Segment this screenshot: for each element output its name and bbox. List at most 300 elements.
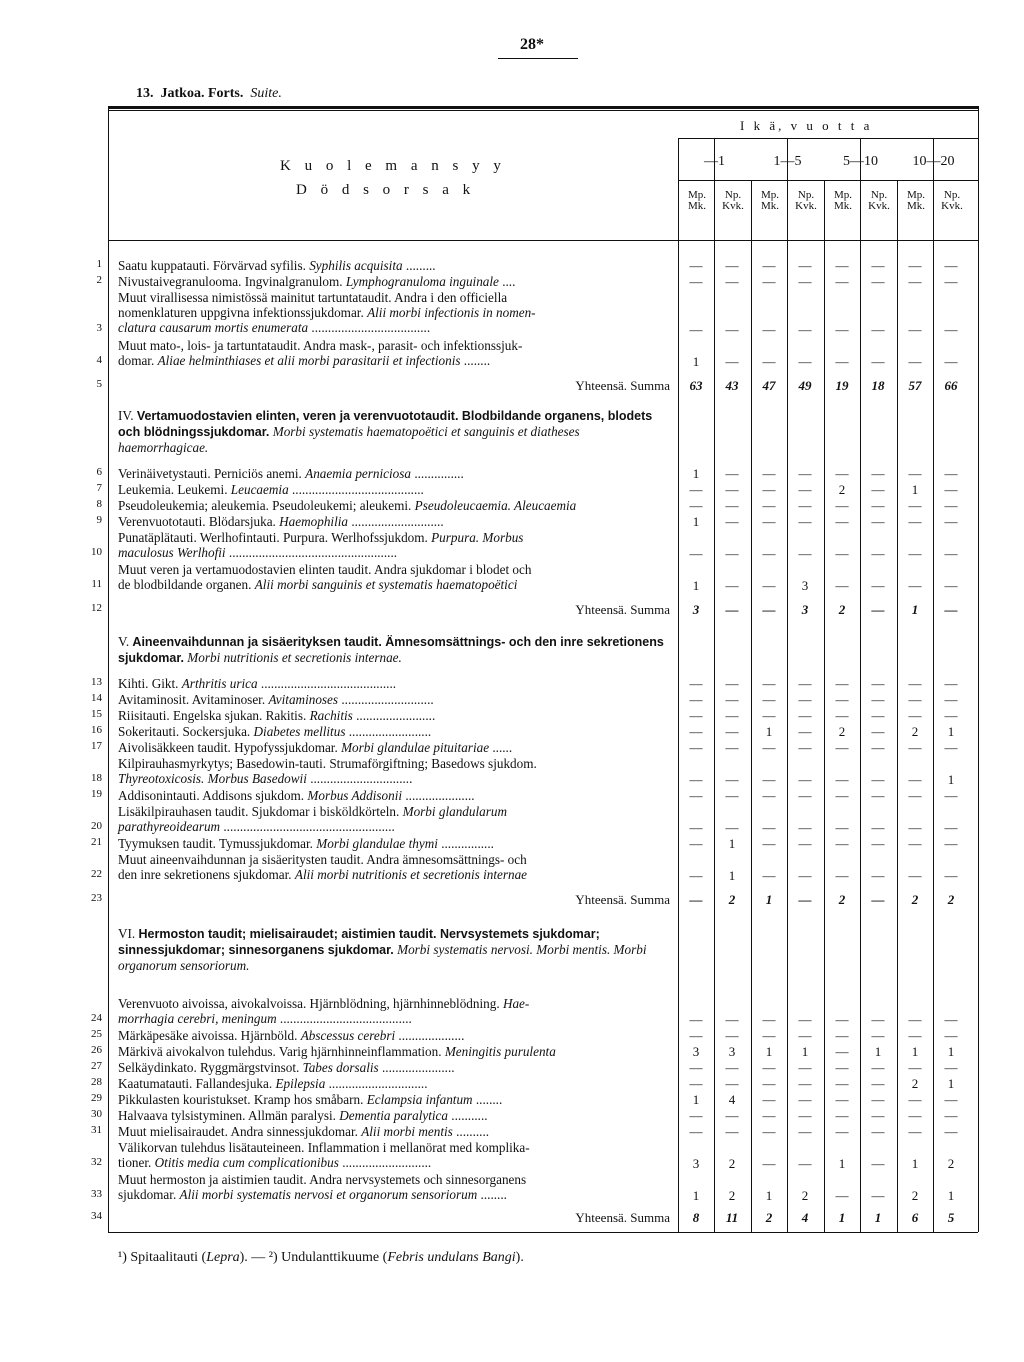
cell-1-7: — — [944, 258, 958, 273]
cell-29-1: 4 — [728, 1092, 736, 1107]
row-description-14: Avitaminosit. Avitaminoser. Avitaminoses ............................ — [118, 692, 434, 707]
continuation-fr: Suite. — [250, 86, 282, 101]
cell-9-4: — — [835, 514, 849, 529]
cell-3-0: — — [689, 322, 703, 337]
cell-11-7: — — [944, 578, 958, 593]
cell-13-1: — — [725, 676, 739, 691]
cell-6-1: — — [725, 466, 739, 481]
cell-7-4: 2 — [838, 482, 846, 497]
cell-25-0: — — [689, 1028, 703, 1043]
cell-29-0: 1 — [692, 1092, 700, 1107]
cell-25-4: — — [835, 1028, 849, 1043]
cell-14-3: — — [798, 692, 812, 707]
row-number-32: 32 — [91, 1156, 102, 1168]
cell-1-1: — — [725, 258, 739, 273]
row-number-30: 30 — [91, 1108, 102, 1120]
cell-19-2: — — [762, 788, 776, 803]
cell-27-4: — — [835, 1060, 849, 1075]
cell-24-3: — — [798, 1012, 812, 1027]
cell-10-5: — — [871, 546, 885, 561]
cell-22-2: — — [762, 868, 776, 883]
cell-1-2: — — [762, 258, 776, 273]
row-description-28: Kaatumatauti. Fallandesjuka. Epilepsia .............................. — [118, 1076, 428, 1091]
cell-12-5: — — [871, 602, 885, 617]
cell-26-7: 1 — [947, 1044, 955, 1059]
cell-19-1: — — [725, 788, 739, 803]
cell-19-5: — — [871, 788, 885, 803]
cell-30-3: — — [798, 1108, 812, 1123]
cell-29-4: — — [835, 1092, 849, 1107]
cell-31-6: — — [908, 1124, 922, 1139]
cell-26-3: 1 — [801, 1044, 809, 1059]
cell-2-5: — — [871, 274, 885, 289]
cause-header-fi: K u o l e m a n s y y — [280, 158, 506, 174]
cell-23-1: 2 — [728, 892, 736, 907]
cell-4-4: — — [835, 354, 849, 369]
top-rule — [108, 106, 978, 109]
cell-22-7: — — [944, 868, 958, 883]
row-number-13: 13 — [91, 676, 102, 688]
cell-22-6: — — [908, 868, 922, 883]
cell-17-3: — — [798, 740, 812, 755]
row-description-25: Märkäpesäke aivoissa. Hjärnböld. Abscessus cerebri .................... — [118, 1028, 465, 1043]
cell-12-0: 3 — [692, 602, 700, 617]
cell-22-4: — — [835, 868, 849, 883]
cell-22-5: — — [871, 868, 885, 883]
page-number: 28* — [520, 36, 544, 53]
cell-4-2: — — [762, 354, 776, 369]
cell-32-7: 2 — [947, 1156, 955, 1171]
cell-23-3: — — [798, 892, 812, 907]
cell-13-2: — — [762, 676, 776, 691]
cell-28-3: — — [798, 1076, 812, 1091]
row-description-13: Kihti. Gikt. Arthritis urica ......................................... — [118, 676, 397, 691]
cell-7-2: — — [762, 482, 776, 497]
cell-8-4: — — [835, 498, 849, 513]
cell-31-3: — — [798, 1124, 812, 1139]
footnote: ¹) Spitaalitauti (Lepra). — ²) Undulanttikuume (Febris undulans Bangi). — [118, 1250, 524, 1265]
cell-32-5: — — [871, 1156, 885, 1171]
cell-9-7: — — [944, 514, 958, 529]
cell-5-4: 19 — [835, 378, 849, 393]
cell-12-6: 1 — [911, 602, 919, 617]
cell-5-2: 47 — [762, 378, 776, 393]
cell-1-0: — — [689, 258, 703, 273]
cell-18-6: — — [908, 772, 922, 787]
cell-24-4: — — [835, 1012, 849, 1027]
cell-6-6: — — [908, 466, 922, 481]
cell-7-5: — — [871, 482, 885, 497]
cell-8-2: — — [762, 498, 776, 513]
cell-16-6: 2 — [911, 724, 919, 739]
cell-21-7: — — [944, 836, 958, 851]
cell-14-0: — — [689, 692, 703, 707]
cell-20-5: — — [871, 820, 885, 835]
row-description-22: Muut aineenvaihdunnan ja sisäeritysten taudit. Andra ämnesomsättnings- och den inre sekretionens sjukdomar. Alii morbi nutritionis et secretionis internae — [118, 852, 528, 882]
cell-23-7: 2 — [947, 892, 955, 907]
row-number-16: 16 — [91, 724, 102, 736]
cell-33-4: — — [835, 1188, 849, 1203]
cell-18-1: — — [725, 772, 739, 787]
cell-16-7: 1 — [947, 724, 955, 739]
section-heading-6: VI. Hermoston taudit; mielisairaudet; aistimien taudit. Nervsystemets sjukdomar; sinnessjukdomar; sinnesorganens sjukdomar. Morbi systematis nervosi. Morbi mentis. Morbi organorum sensoriorum. — [118, 926, 647, 973]
cell-5-7: 66 — [944, 378, 958, 393]
cell-21-3: — — [798, 836, 812, 851]
subheader-2: Mp. Mk. — [760, 189, 780, 212]
age-group-3: 10—20 — [912, 154, 955, 169]
cell-14-4: — — [835, 692, 849, 707]
cell-13-0: — — [689, 676, 703, 691]
cell-18-4: — — [835, 772, 849, 787]
cell-31-1: — — [725, 1124, 739, 1139]
cell-27-7: — — [944, 1060, 958, 1075]
age-group-2: 5—10 — [843, 154, 878, 169]
cell-21-1: 1 — [728, 836, 736, 851]
cell-4-0: 1 — [692, 354, 700, 369]
row-description-29: Pikkulasten kouristukset. Kramp hos småbarn. Eclampsia infantum ........ — [118, 1092, 503, 1107]
cell-10-3: — — [798, 546, 812, 561]
cell-2-3: — — [798, 274, 812, 289]
cell-27-0: — — [689, 1060, 703, 1075]
cell-17-2: — — [762, 740, 776, 755]
cell-24-5: — — [871, 1012, 885, 1027]
cell-6-3: — — [798, 466, 812, 481]
row-number-1: 1 — [96, 258, 102, 270]
row-description-33: Muut hermoston ja aistimien taudit. Andra nervsystemets och sinnesorganens sjukdomar. Alii morbi systematis nervosi et organorum sensoriorum ........ — [118, 1172, 527, 1202]
cell-16-5: — — [871, 724, 885, 739]
row-number-29: 29 — [91, 1092, 102, 1104]
cell-9-5: — — [871, 514, 885, 529]
cell-4-3: — — [798, 354, 812, 369]
subheader-0: Mp. Mk. — [687, 189, 707, 212]
cell-7-6: 1 — [911, 482, 919, 497]
cell-9-6: — — [908, 514, 922, 529]
row-description-1: Saatu kuppatauti. Förvärvad syfilis. Syphilis acquisita ......... — [118, 258, 436, 273]
cell-21-0: — — [689, 836, 703, 851]
cell-27-5: — — [871, 1060, 885, 1075]
cell-28-1: — — [725, 1076, 739, 1091]
cell-21-5: — — [871, 836, 885, 851]
row-number-18: 18 — [91, 772, 102, 784]
cell-14-6: — — [908, 692, 922, 707]
cell-10-1: — — [725, 546, 739, 561]
cell-5-6: 57 — [908, 378, 922, 393]
column-line-0 — [108, 106, 109, 1232]
cell-34-5: 1 — [874, 1210, 882, 1225]
cell-26-6: 1 — [911, 1044, 919, 1059]
section-heading-4: IV. Vertamuodostavien elinten, veren ja verenvuototaudit. Blodbildande organens, blodets och blödningssjukdomar. Morbi systematis haematopoëtici et sanguinis et diatheses haemorrhagicae. — [118, 408, 653, 455]
cell-6-5: — — [871, 466, 885, 481]
cell-9-3: — — [798, 514, 812, 529]
row-description-26: Märkivä aivokalvon tulehdus. Varig hjärnhinneinflammation. Meningitis purulenta — [118, 1044, 556, 1059]
row-description-7: Leukemia. Leukemi. Leucaemia ........................................ — [118, 482, 424, 497]
cell-19-0: — — [689, 788, 703, 803]
row-description-4: Muut mato-, lois- ja tartuntataudit. Andra mask-, parasit- och infektionssjuk- domar. Aliae helminthiases et alii morbi parasitarii et infectionis ........ — [118, 338, 523, 368]
cell-26-0: 3 — [692, 1044, 700, 1059]
cell-34-1: 11 — [725, 1210, 739, 1225]
cell-6-2: — — [762, 466, 776, 481]
cell-8-6: — — [908, 498, 922, 513]
table-bottom-rule — [108, 1232, 978, 1233]
cell-34-0: 8 — [692, 1210, 700, 1225]
cell-25-7: — — [944, 1028, 958, 1043]
summary-label-34: Yhteensä. Summa — [575, 1210, 670, 1225]
cell-15-6: — — [908, 708, 922, 723]
cell-10-4: — — [835, 546, 849, 561]
cell-15-0: — — [689, 708, 703, 723]
cell-24-1: — — [725, 1012, 739, 1027]
cell-26-5: 1 — [874, 1044, 882, 1059]
row-description-2: Nivustaivegranulooma. Ingvinalgranulom. Lymphogranuloma inguinale .... — [118, 274, 516, 289]
row-description-3: Muut virallisessa nimistössä mainitut tartuntataudit. Andra i den officiella nomenklaturen uppgivna infektionssjukdomar. Alii morbi infectionis in nomen- clatura causarum mortis enumerata .................................... — [118, 290, 536, 335]
cell-33-2: 1 — [765, 1188, 773, 1203]
top-rule-thin — [108, 110, 978, 111]
cell-4-6: — — [908, 354, 922, 369]
cell-28-6: 2 — [911, 1076, 919, 1091]
cell-15-2: — — [762, 708, 776, 723]
row-number-7: 7 — [96, 482, 102, 494]
cell-31-0: — — [689, 1124, 703, 1139]
cell-13-4: — — [835, 676, 849, 691]
cell-3-3: — — [798, 322, 812, 337]
cell-22-1: 1 — [728, 868, 736, 883]
page-number-rule — [498, 58, 578, 59]
cell-18-3: — — [798, 772, 812, 787]
cell-15-7: — — [944, 708, 958, 723]
cell-29-2: — — [762, 1092, 776, 1107]
cell-10-6: — — [908, 546, 922, 561]
cell-22-0: — — [689, 868, 703, 883]
section-heading-5: V. Aineenvaihdunnan ja sisäerityksen taudit. Ämnesomsättnings- och den inre sekretionens sjukdomar. Morbi nutritionis et secretionis internae. — [118, 634, 664, 665]
cell-5-0: 63 — [689, 378, 703, 393]
cell-19-3: — — [798, 788, 812, 803]
row-number-33: 33 — [91, 1188, 102, 1200]
cell-16-3: — — [798, 724, 812, 739]
cell-22-3: — — [798, 868, 812, 883]
row-number-3: 3 — [96, 322, 102, 334]
row-number-6: 6 — [96, 466, 102, 478]
cell-19-7: — — [944, 788, 958, 803]
cell-1-3: — — [798, 258, 812, 273]
subheader-1: Np. Kvk. — [722, 189, 744, 212]
cell-7-1: — — [725, 482, 739, 497]
cell-14-1: — — [725, 692, 739, 707]
row-number-19: 19 — [91, 788, 102, 800]
cell-19-4: — — [835, 788, 849, 803]
subheader-7: Np. Kvk. — [941, 189, 963, 212]
cell-16-1: — — [725, 724, 739, 739]
cell-29-7: — — [944, 1092, 958, 1107]
cell-2-7: — — [944, 274, 958, 289]
cell-8-1: — — [725, 498, 739, 513]
cell-7-7: — — [944, 482, 958, 497]
row-number-14: 14 — [91, 692, 102, 704]
cell-17-1: — — [725, 740, 739, 755]
cell-10-2: — — [762, 546, 776, 561]
continuation-fi-sv: Jatkoa. Forts. — [160, 86, 244, 101]
row-number-17: 17 — [91, 740, 102, 752]
cell-20-1: — — [725, 820, 739, 835]
cell-17-0: — — [689, 740, 703, 755]
column-line-9 — [978, 106, 979, 1232]
row-number-25: 25 — [91, 1028, 102, 1040]
cell-32-2: — — [762, 1156, 776, 1171]
cell-34-4: 1 — [838, 1210, 846, 1225]
cell-27-3: — — [798, 1060, 812, 1075]
cell-20-3: — — [798, 820, 812, 835]
cell-30-4: — — [835, 1108, 849, 1123]
row-description-10: Punatäplätauti. Werlhofintauti. Purpura. Werlhofssjukdom. Purpura. Morbus maculosus Werlhofii ................................................... — [118, 530, 524, 560]
cell-25-5: — — [871, 1028, 885, 1043]
subheader-4: Mp. Mk. — [833, 189, 853, 212]
cell-25-6: — — [908, 1028, 922, 1043]
cell-24-6: — — [908, 1012, 922, 1027]
summary-label-23: Yhteensä. Summa — [575, 892, 670, 907]
cell-23-2: 1 — [765, 892, 773, 907]
row-description-20: Lisäkilpirauhasen taudit. Sjukdomar i bisköldkörteln. Morbi glandularum parathyreoidearum .................................................... — [118, 804, 507, 834]
cell-5-3: 49 — [798, 378, 812, 393]
row-description-9: Verenvuototauti. Blödarsjuka. Haemophilia ............................ — [118, 514, 444, 529]
cell-16-2: 1 — [765, 724, 773, 739]
cell-24-2: — — [762, 1012, 776, 1027]
cell-26-2: 1 — [765, 1044, 773, 1059]
cell-25-1: — — [725, 1028, 739, 1043]
row-number-9: 9 — [96, 514, 102, 526]
row-description-18: Kilpirauhasmyrkytys; Basedowin-tauti. Strumaförgiftning; Basedows sjukdom. Thyreotoxicosis. Morbus Basedowii ............................... — [118, 756, 537, 786]
header-bottom-rule — [108, 240, 978, 241]
cell-4-1: — — [725, 354, 739, 369]
cell-2-6: — — [908, 274, 922, 289]
cell-7-3: — — [798, 482, 812, 497]
row-number-11: 11 — [91, 578, 102, 590]
row-description-21: Tyymuksen taudit. Tymussjukdomar. Morbi glandulae thymi ................ — [118, 836, 494, 851]
row-description-27: Selkäydinkato. Ryggmärgstvinsot. Tabes dorsalis ...................... — [118, 1060, 455, 1075]
age-group-1: 1—5 — [773, 154, 802, 169]
cell-17-5: — — [871, 740, 885, 755]
cell-6-7: — — [944, 466, 958, 481]
cell-28-7: 1 — [947, 1076, 955, 1091]
cell-18-0: — — [689, 772, 703, 787]
row-description-15: Riisitauti. Engelska sjukan. Rakitis. Rachitis ........................ — [118, 708, 436, 723]
cell-1-5: — — [871, 258, 885, 273]
cell-27-1: — — [725, 1060, 739, 1075]
cell-30-6: — — [908, 1108, 922, 1123]
cell-9-2: — — [762, 514, 776, 529]
cell-11-0: 1 — [692, 578, 700, 593]
cell-32-0: 3 — [692, 1156, 700, 1171]
cell-31-2: — — [762, 1124, 776, 1139]
cell-13-3: — — [798, 676, 812, 691]
cell-16-4: 2 — [838, 724, 846, 739]
cell-11-3: 3 — [801, 578, 809, 593]
cell-26-4: — — [835, 1044, 849, 1059]
row-description-6: Verinäivetystauti. Perniciös anemi. Anaemia perniciosa ............... — [118, 466, 464, 481]
cell-6-4: — — [835, 466, 849, 481]
cell-20-7: — — [944, 820, 958, 835]
cell-30-0: — — [689, 1108, 703, 1123]
row-number-23: 23 — [91, 892, 102, 904]
cell-29-5: — — [871, 1092, 885, 1107]
cell-33-5: — — [871, 1188, 885, 1203]
cell-30-1: — — [725, 1108, 739, 1123]
row-number-20: 20 — [91, 820, 102, 832]
subheader-3: Np. Kvk. — [795, 189, 817, 212]
row-description-16: Sokeritauti. Sockersjuka. Diabetes mellitus ......................... — [118, 724, 432, 739]
cell-4-7: — — [944, 354, 958, 369]
cell-26-1: 3 — [728, 1044, 736, 1059]
cell-33-0: 1 — [692, 1188, 700, 1203]
cell-3-7: — — [944, 322, 958, 337]
cell-23-6: 2 — [911, 892, 919, 907]
cell-28-5: — — [871, 1076, 885, 1091]
row-number-24: 24 — [91, 1012, 102, 1024]
cell-2-0: — — [689, 274, 703, 289]
cell-9-1: — — [725, 514, 739, 529]
cell-2-4: — — [835, 274, 849, 289]
cell-20-6: — — [908, 820, 922, 835]
cell-18-7: 1 — [947, 772, 955, 787]
cell-34-6: 6 — [911, 1210, 919, 1225]
cell-13-5: — — [871, 676, 885, 691]
cell-14-7: — — [944, 692, 958, 707]
cell-12-3: 3 — [801, 602, 809, 617]
cell-14-2: — — [762, 692, 776, 707]
cell-20-0: — — [689, 820, 703, 835]
cell-12-2: — — [762, 602, 776, 617]
cell-17-4: — — [835, 740, 849, 755]
summary-label-12: Yhteensä. Summa — [575, 602, 670, 617]
cell-28-4: — — [835, 1076, 849, 1091]
row-description-17: Aivolisäkkeen taudit. Hypofyssjukdomar. Morbi glandulae pituitariae ...... — [118, 740, 513, 755]
row-description-19: Addisonintauti. Addisons sjukdom. Morbus Addisonii ..................... — [118, 788, 475, 803]
row-description-24: Verenvuoto aivoissa, aivokalvoissa. Hjärnblödning, hjärnhinneblödning. Hae- morrhagia cerebri, meningum ........................................ — [118, 996, 530, 1026]
cell-20-2: — — [762, 820, 776, 835]
cell-31-4: — — [835, 1124, 849, 1139]
cell-12-1: — — [725, 602, 739, 617]
cell-11-2: — — [762, 578, 776, 593]
cell-33-6: 2 — [911, 1188, 919, 1203]
cell-13-7: — — [944, 676, 958, 691]
row-number-34: 34 — [91, 1210, 102, 1222]
cell-9-0: 1 — [692, 514, 700, 529]
cell-11-4: — — [835, 578, 849, 593]
cell-14-5: — — [871, 692, 885, 707]
cell-5-1: 43 — [725, 378, 739, 393]
cell-3-1: — — [725, 322, 739, 337]
row-number-12: 12 — [91, 602, 102, 614]
cell-30-7: — — [944, 1108, 958, 1123]
cell-31-7: — — [944, 1124, 958, 1139]
cell-33-1: 2 — [728, 1188, 736, 1203]
cell-12-4: 2 — [838, 602, 846, 617]
cell-15-3: — — [798, 708, 812, 723]
cell-8-5: — — [871, 498, 885, 513]
cell-27-6: — — [908, 1060, 922, 1075]
summary-label-5: Yhteensä. Summa — [575, 378, 670, 393]
row-description-31: Muut mielisairaudet. Andra sinnessjukdomar. Alii morbi mentis .......... — [118, 1124, 490, 1139]
row-number-27: 27 — [91, 1060, 102, 1072]
cell-12-7: — — [944, 602, 958, 617]
cell-34-7: 5 — [947, 1210, 955, 1225]
cell-13-6: — — [908, 676, 922, 691]
cell-18-5: — — [871, 772, 885, 787]
row-number-2: 2 — [96, 274, 102, 286]
cell-3-2: — — [762, 322, 776, 337]
cell-4-5: — — [871, 354, 885, 369]
row-number-22: 22 — [91, 868, 102, 880]
row-number-26: 26 — [91, 1044, 102, 1056]
cell-32-6: 1 — [911, 1156, 919, 1171]
